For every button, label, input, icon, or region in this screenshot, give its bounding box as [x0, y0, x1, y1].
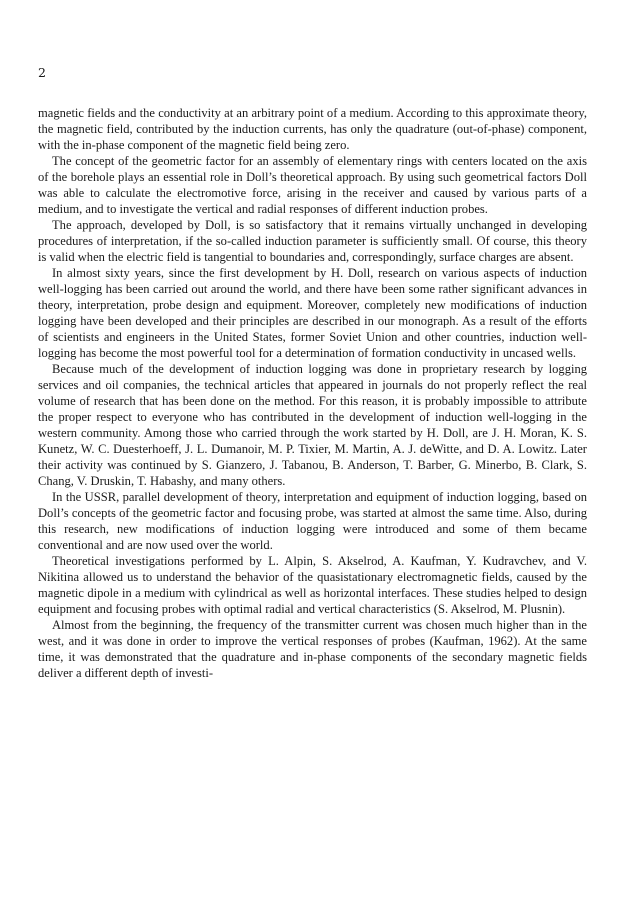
paragraph: magnetic fields and the conductivity at an arbitrary point of a medium. According to this approximate theory, the magnetic field, contributed by the induction currents, has only the quadrature (out-of-phase) component, with the in-phase component of the magnetic field being zero. — [38, 106, 587, 152]
paragraph: Almost from the beginning, the frequency of the transmitter current was chosen much higher than in the west, and it was done in order to improve the vertical responses of probes (Kaufman, 1962). At the same time, it was demonstrated that the quadrature and in-phase components of the secondary magnetic fields deliver a different depth of investi- — [38, 618, 587, 680]
paragraph: Theoretical investigations performed by L. Alpin, S. Akselrod, A. Kaufman, Y. Kudravchev, and V. Nikitina allowed us to understand the behavior of the quasistationary electromagnetic fields, caused by the magnetic dipole in a medium with cylindrical as well as horizontal interfaces. These studies helped to design equipment and focusing probes with optimal radial and vertical characteristics (S. Akselrod, M. Plusnin). — [38, 554, 587, 616]
paragraph: In almost sixty years, since the first development by H. Doll, research on various aspects of induction well-logging has been carried out around the world, and there have been some rather significant advances in theory, interpretation, probe design and equipment. Moreover, completely new modifications of induction logging have been developed and their principles are described in our monograph. As a result of the efforts of scientists and engineers in the United States, former Soviet Union and other countries, induction well-logging has become the most powerful tool for a determination of formation conductivity in uncased wells. — [38, 266, 587, 360]
page-number: 2 — [38, 65, 46, 80]
body-text — [38, 105, 587, 681]
paragraph: Because much of the development of induction logging was done in proprietary research by logging services and oil companies, the technical articles that appeared in journals do not properly reflect the real volume of research that has been done on the method. For this reason, it is probably impossible to attribute the proper respect to everyone who has contributed in the development of induction well-logging in the western community. Among those who carried through the work started by H. Doll, are J. H. Moran, K. S. Kunetz, W. C. Duesterhoeff, J. L. Dumanoir, M. P. Tixier, M. Martin, A. J. deWitte, and D. A. Lowitz. Later their activity was continued by S. Gianzero, J. Tabanou, B. Anderson, T. Barber, G. Minerbo, B. Clark, S. Chang, V. Druskin, T. Habashy, and many others. — [38, 362, 587, 488]
paragraph: The concept of the geometric factor for an assembly of elementary rings with centers located on the axis of the borehole plays an essential role in Doll’s theoretical approach. By using such geometrical factors Doll was able to calculate the electromotive force, arising in the receiver and caused by various parts of a medium, and to investigate the vertical and radial responses of different induction probes. — [38, 154, 587, 216]
paragraph: The approach, developed by Doll, is so satisfactory that it remains virtually unchanged in developing procedures of interpretation, if the so-called induction parameter is sufficiently small. Of course, this theory is valid when the electric field is tangential to boundaries and, correspondingly, surface charges are absent. — [38, 218, 587, 264]
paragraph: In the USSR, parallel development of theory, interpretation and equipment of induction logging, based on Doll’s concepts of the geometric factor and focusing probe, was started at almost the same time. Also, during this research, new modifications of induction logging were introduced and some of them became conventional and are now used over the world. — [38, 490, 587, 552]
